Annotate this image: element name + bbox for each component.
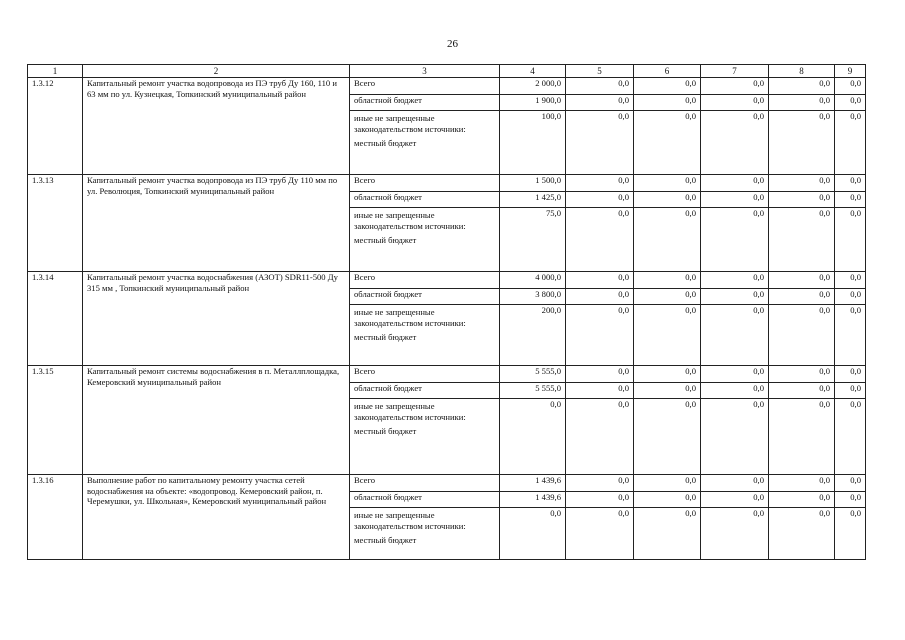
regional-value: 0,0 (769, 492, 835, 508)
header-col-9: 9 (835, 65, 866, 78)
source-local-label: местный бюджет (354, 332, 417, 342)
table-header-row (28, 65, 866, 78)
total-value: 0,0 (701, 175, 769, 192)
total-value: 0,0 (769, 475, 835, 492)
local-value: 0,0 (566, 399, 634, 475)
source-other-label: иные не запрещенные законодательством источники: (354, 510, 466, 531)
local-value: 0,0 (500, 399, 566, 475)
budget-table (27, 64, 866, 560)
source-local-label: местный бюджет (354, 138, 417, 148)
total-value: 0,0 (835, 272, 866, 289)
header-col-4: 4 (500, 65, 566, 78)
source-total-label: Всего (350, 272, 500, 289)
local-value: 0,0 (769, 508, 835, 560)
source-total-label: Всего (350, 78, 500, 95)
total-value: 0,0 (701, 475, 769, 492)
local-value: 0,0 (835, 399, 866, 475)
local-value: 0,0 (566, 208, 634, 272)
source-other-label: иные не запрещенные законодательством источники: (354, 113, 466, 134)
total-value: 0,0 (701, 366, 769, 383)
header-col-3: 3 (350, 65, 500, 78)
local-value: 0,0 (701, 208, 769, 272)
regional-value: 0,0 (634, 492, 701, 508)
item-code: 1.3.13 (28, 175, 83, 272)
regional-value: 0,0 (701, 383, 769, 399)
local-value: 0,0 (634, 305, 701, 366)
regional-value: 3 800,0 (500, 289, 566, 305)
table-row (28, 475, 866, 492)
local-value: 0,0 (769, 305, 835, 366)
local-value: 0,0 (835, 111, 866, 175)
source-total-label: Всего (350, 475, 500, 492)
table-row (28, 175, 866, 192)
regional-value: 0,0 (634, 95, 701, 111)
source-other-cell (350, 399, 500, 475)
source-other-cell (350, 305, 500, 366)
total-value: 0,0 (566, 272, 634, 289)
source-regional-label: областной бюджет (350, 492, 500, 508)
regional-value: 0,0 (701, 95, 769, 111)
local-value: 0,0 (566, 508, 634, 560)
regional-value: 0,0 (835, 289, 866, 305)
regional-value: 0,0 (835, 492, 866, 508)
item-code: 1.3.14 (28, 272, 83, 366)
local-value: 100,0 (500, 111, 566, 175)
local-value: 0,0 (835, 208, 866, 272)
source-regional-label: областной бюджет (350, 383, 500, 399)
local-value: 0,0 (769, 111, 835, 175)
local-value: 0,0 (634, 399, 701, 475)
total-value: 0,0 (835, 475, 866, 492)
local-value: 0,0 (701, 399, 769, 475)
item-title: Выполнение работ по капитальному ремонту участка сетей водоснабжения на объекте: «водопровод. Кемеровский район, п. Черемушки, ул. Школьная», Кемеровский муниципальный район (83, 475, 350, 560)
item-title: Капитальный ремонт системы водоснабжения в п. Металлплощадка, Кемеровский муниципальный район (83, 366, 350, 475)
regional-value: 1 425,0 (500, 192, 566, 208)
table-row (28, 272, 866, 289)
source-local-label: местный бюджет (354, 426, 417, 436)
local-value: 0,0 (566, 305, 634, 366)
table-body (28, 78, 866, 560)
source-local-label: местный бюджет (354, 235, 417, 245)
total-value: 0,0 (769, 175, 835, 192)
regional-value: 1 900,0 (500, 95, 566, 111)
local-value: 0,0 (835, 305, 866, 366)
header-col-8: 8 (769, 65, 835, 78)
total-value: 0,0 (701, 78, 769, 95)
source-local-label: местный бюджет (354, 535, 417, 545)
total-value: 0,0 (835, 78, 866, 95)
regional-value: 0,0 (769, 289, 835, 305)
regional-value: 0,0 (634, 289, 701, 305)
total-value: 1 439,6 (500, 475, 566, 492)
table-row (28, 78, 866, 95)
item-title: Капитальный ремонт участка водопровода из ПЭ труб Ду 160, 110 и 63 мм по ул. Кузнецкая, Топкинский муниципальный район (83, 78, 350, 175)
total-value: 0,0 (835, 366, 866, 383)
regional-value: 0,0 (769, 95, 835, 111)
regional-value: 0,0 (835, 192, 866, 208)
header-col-1: 1 (28, 65, 83, 78)
source-total-label: Всего (350, 175, 500, 192)
regional-value: 0,0 (701, 289, 769, 305)
total-value: 0,0 (769, 78, 835, 95)
total-value: 0,0 (769, 272, 835, 289)
total-value: 0,0 (634, 272, 701, 289)
total-value: 0,0 (634, 475, 701, 492)
source-total-label: Всего (350, 366, 500, 383)
source-other-label: иные не запрещенные законодательством источники: (354, 401, 466, 422)
source-other-cell (350, 111, 500, 175)
regional-value: 0,0 (835, 383, 866, 399)
total-value: 0,0 (566, 475, 634, 492)
item-title: Капитальный ремонт участка водоснабжения (АЗОТ) SDR11-500 Ду 315 мм , Топкинский муниципальный район (83, 272, 350, 366)
source-other-label: иные не запрещенные законодательством источники: (354, 210, 466, 231)
regional-value: 0,0 (566, 492, 634, 508)
item-code: 1.3.16 (28, 475, 83, 560)
regional-value: 1 439,6 (500, 492, 566, 508)
header-col-6: 6 (634, 65, 701, 78)
total-value: 1 500,0 (500, 175, 566, 192)
local-value: 0,0 (566, 111, 634, 175)
total-value: 0,0 (566, 78, 634, 95)
regional-value: 0,0 (769, 383, 835, 399)
local-value: 0,0 (835, 508, 866, 560)
total-value: 2 000,0 (500, 78, 566, 95)
regional-value: 0,0 (566, 289, 634, 305)
table-row (28, 366, 866, 383)
page-number: 26 (447, 38, 458, 50)
local-value: 0,0 (769, 399, 835, 475)
regional-value: 0,0 (566, 95, 634, 111)
local-value: 0,0 (500, 508, 566, 560)
header-col-7: 7 (701, 65, 769, 78)
source-other-cell (350, 208, 500, 272)
regional-value: 0,0 (566, 383, 634, 399)
local-value: 0,0 (701, 111, 769, 175)
source-other-cell (350, 508, 500, 560)
source-regional-label: областной бюджет (350, 192, 500, 208)
local-value: 0,0 (634, 508, 701, 560)
item-code: 1.3.12 (28, 78, 83, 175)
source-regional-label: областной бюджет (350, 95, 500, 111)
local-value: 200,0 (500, 305, 566, 366)
total-value: 0,0 (701, 272, 769, 289)
regional-value: 5 555,0 (500, 383, 566, 399)
regional-value: 0,0 (634, 192, 701, 208)
source-regional-label: областной бюджет (350, 289, 500, 305)
regional-value: 0,0 (634, 383, 701, 399)
total-value: 0,0 (769, 366, 835, 383)
header-col-5: 5 (566, 65, 634, 78)
total-value: 0,0 (835, 175, 866, 192)
total-value: 0,0 (634, 78, 701, 95)
total-value: 5 555,0 (500, 366, 566, 383)
total-value: 0,0 (634, 175, 701, 192)
regional-value: 0,0 (701, 192, 769, 208)
local-value: 0,0 (634, 111, 701, 175)
regional-value: 0,0 (701, 492, 769, 508)
regional-value: 0,0 (566, 192, 634, 208)
total-value: 4 000,0 (500, 272, 566, 289)
local-value: 0,0 (701, 508, 769, 560)
total-value: 0,0 (566, 366, 634, 383)
local-value: 0,0 (769, 208, 835, 272)
item-code: 1.3.15 (28, 366, 83, 475)
local-value: 75,0 (500, 208, 566, 272)
item-title: Капитальный ремонт участка водопровода из ПЭ труб Ду 110 мм по ул. Революция, Топкинский муниципальный район (83, 175, 350, 272)
regional-value: 0,0 (769, 192, 835, 208)
local-value: 0,0 (634, 208, 701, 272)
regional-value: 0,0 (835, 95, 866, 111)
total-value: 0,0 (634, 366, 701, 383)
local-value: 0,0 (701, 305, 769, 366)
total-value: 0,0 (566, 175, 634, 192)
source-other-label: иные не запрещенные законодательством источники: (354, 307, 466, 328)
header-col-2: 2 (83, 65, 350, 78)
